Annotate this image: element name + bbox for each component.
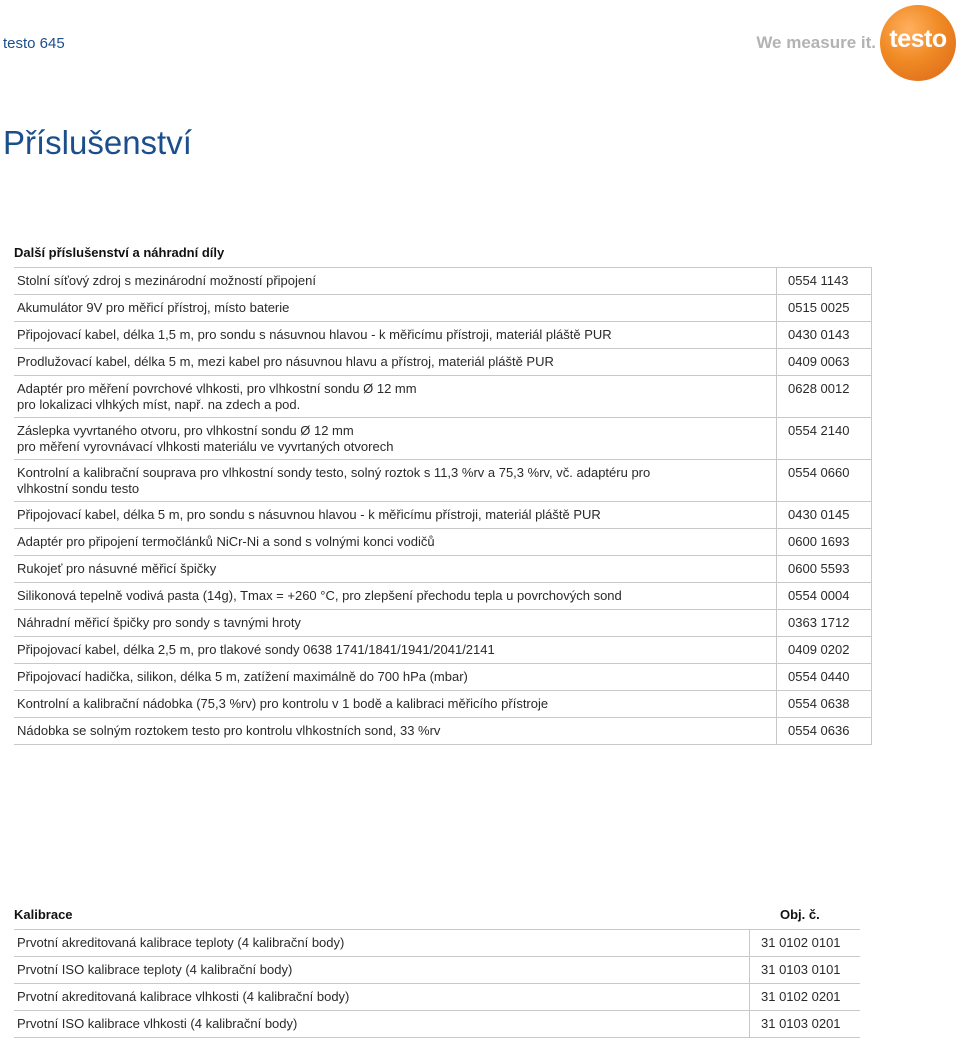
table-row: [14, 376, 872, 418]
order-code: 0515 0025: [777, 295, 872, 322]
page-title: Příslušenství: [3, 124, 192, 161]
accessories-table: [14, 267, 872, 745]
order-code: 31 0103 0201: [750, 1011, 861, 1038]
table-row: [14, 460, 872, 502]
item-description: Adaptér pro připojení termočlánků NiCr-Ni a sond s volnými konci vodičů: [14, 529, 777, 556]
item-description: Akumulátor 9V pro měřicí přístroj, místo baterie: [14, 295, 777, 322]
order-code: 0554 0636: [777, 718, 872, 745]
calibration-table: [14, 929, 860, 1038]
order-number-column-header: Obj. č.: [780, 907, 820, 922]
order-code: 0554 0638: [777, 691, 872, 718]
order-code: 31 0102 0201: [750, 984, 861, 1011]
item-description: Adaptér pro měření povrchové vlhkosti, pro vlhkostní sondu Ø 12 mm pro lokalizaci vlhkých míst, např. na zdech a pod.: [14, 376, 777, 418]
logo-text: testo: [889, 25, 947, 53]
table-row: [14, 556, 872, 583]
order-code: 0554 0440: [777, 664, 872, 691]
table-row: [14, 295, 872, 322]
table-row: [14, 691, 872, 718]
order-code: 0554 2140: [777, 418, 872, 460]
order-code: 0554 0660: [777, 460, 872, 502]
order-code: 0600 1693: [777, 529, 872, 556]
order-code: 0628 0012: [777, 376, 872, 418]
accessories-title-text: Další příslušenství a náhradní díly: [14, 245, 225, 260]
product-name: testo 645: [3, 35, 65, 52]
table-row: [14, 930, 860, 957]
item-description: Připojovací hadička, silikon, délka 5 m, zatížení maximálně do 700 hPa (mbar): [14, 664, 777, 691]
table-row: [14, 502, 872, 529]
order-code: 31 0103 0101: [750, 957, 861, 984]
table-row: [14, 583, 872, 610]
tagline: We measure it.: [756, 33, 876, 52]
order-code: 0554 1143: [777, 268, 872, 295]
item-description: Záslepka vyvrtaného otvoru, pro vlhkostní sondu Ø 12 mm pro měření vyrovnávací vlhkosti materiálu ve vyvrtaných otvorech: [14, 418, 777, 460]
item-description: Prvotní ISO kalibrace teploty (4 kalibrační body): [14, 957, 750, 984]
calibration-title-text: Kalibrace: [14, 907, 73, 922]
order-code: 31 0102 0101: [750, 930, 861, 957]
order-code: 0409 0202: [777, 637, 872, 664]
table-row: [14, 718, 872, 745]
item-description: Silikonová tepelně vodivá pasta (14g), Tmax = +260 °C, pro zlepšení přechodu tepla u povrchových sond: [14, 583, 777, 610]
item-description: Prvotní akreditovaná kalibrace teploty (4 kalibrační body): [14, 930, 750, 957]
order-code: 0554 0004: [777, 583, 872, 610]
item-description: Kontrolní a kalibrační nádobka (75,3 %rv) pro kontrolu v 1 bodě a kalibraci měřicího přístroje: [14, 691, 777, 718]
item-description: Nádobka se solným roztokem testo pro kontrolu vlhkostních sond, 33 %rv: [14, 718, 777, 745]
accessories-section-title: [14, 245, 872, 260]
table-row: [14, 268, 872, 295]
item-description: Připojovací kabel, délka 5 m, pro sondu s násuvnou hlavou - k měřicímu přístroji, materiál pláště PUR: [14, 502, 777, 529]
item-description: Prvotní akreditovaná kalibrace vlhkosti (4 kalibrační body): [14, 984, 750, 1011]
item-description: Připojovací kabel, délka 2,5 m, pro tlakové sondy 0638 1741/1841/1941/2041/2141: [14, 637, 777, 664]
order-code: 0409 0063: [777, 349, 872, 376]
table-row: [14, 957, 860, 984]
table-row: [14, 1011, 860, 1038]
item-description: Náhradní měřicí špičky pro sondy s tavnými hroty: [14, 610, 777, 637]
order-code: 0430 0143: [777, 322, 872, 349]
item-description: Stolní síťový zdroj s mezinárodní možností připojení: [14, 268, 777, 295]
item-description: Prodlužovací kabel, délka 5 m, mezi kabel pro násuvnou hlavu a přístroj, materiál pláště PUR: [14, 349, 777, 376]
order-code: 0600 5593: [777, 556, 872, 583]
table-row: [14, 322, 872, 349]
item-description: Kontrolní a kalibrační souprava pro vlhkostní sondy testo, solný roztok s 11,3 %rv a 75,3 %rv, vč. adaptéru pro vlhkostní sondu testo: [14, 460, 777, 502]
table-row: [14, 664, 872, 691]
order-code: 0363 1712: [777, 610, 872, 637]
item-description: Připojovací kabel, délka 1,5 m, pro sondu s násuvnou hlavou - k měřicímu přístroji, materiál pláště PUR: [14, 322, 777, 349]
table-row: [14, 529, 872, 556]
item-description: Rukojeť pro násuvné měřicí špičky: [14, 556, 777, 583]
table-row: [14, 349, 872, 376]
table-row: [14, 418, 872, 460]
table-row: [14, 637, 872, 664]
item-description: Prvotní ISO kalibrace vlhkosti (4 kalibrační body): [14, 1011, 750, 1038]
table-row: [14, 610, 872, 637]
order-code: 0430 0145: [777, 502, 872, 529]
table-row: [14, 984, 860, 1011]
calibration-section-title: [14, 907, 872, 922]
testo-logo: [880, 5, 956, 81]
